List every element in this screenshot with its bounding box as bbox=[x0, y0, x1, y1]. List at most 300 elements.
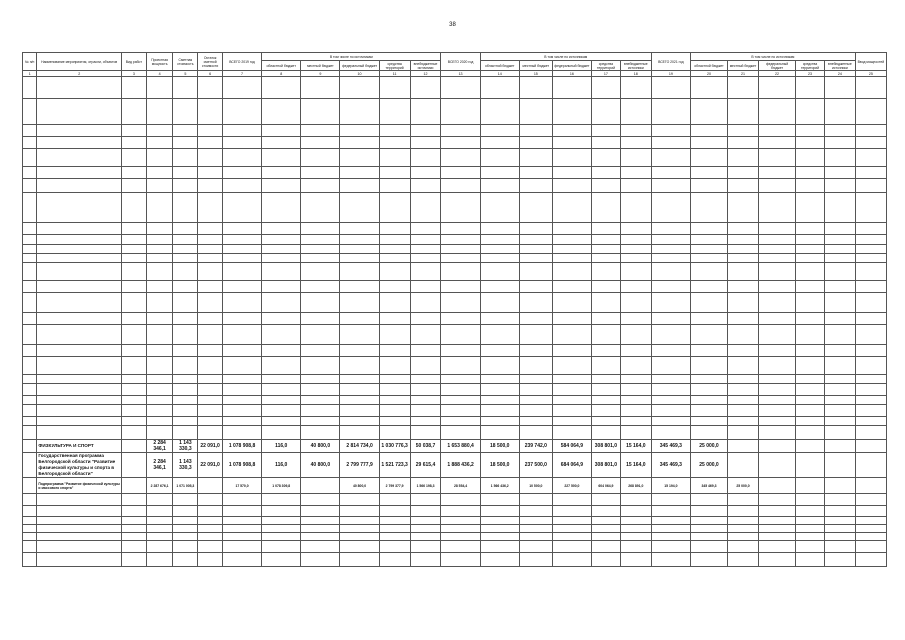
value-cell bbox=[480, 179, 519, 193]
value-cell bbox=[379, 167, 410, 179]
value-cell bbox=[620, 405, 651, 417]
value-cell bbox=[441, 417, 480, 426]
value-cell bbox=[262, 235, 301, 245]
value-cell bbox=[796, 357, 825, 375]
value-cell bbox=[262, 525, 301, 533]
value-cell bbox=[758, 235, 795, 245]
row-number-cell bbox=[23, 494, 37, 506]
row-name-cell bbox=[37, 125, 122, 137]
value-cell bbox=[552, 149, 591, 167]
src-federal-2019: федеральный бюджет bbox=[340, 61, 379, 71]
value-cell: 308 801,0 bbox=[591, 440, 620, 453]
table-row bbox=[23, 494, 887, 506]
value-cell bbox=[552, 345, 591, 357]
value-cell bbox=[758, 263, 795, 281]
value-cell bbox=[340, 313, 379, 325]
value-cell bbox=[796, 384, 825, 396]
value-cell bbox=[340, 345, 379, 357]
value-cell bbox=[222, 235, 261, 245]
value-cell bbox=[758, 167, 795, 179]
table-row bbox=[23, 99, 887, 125]
value-cell bbox=[552, 293, 591, 313]
value-cell bbox=[651, 77, 690, 99]
row-number-cell bbox=[23, 525, 37, 533]
value-cell bbox=[824, 77, 855, 99]
value-cell bbox=[855, 357, 886, 375]
value-cell bbox=[222, 313, 261, 325]
value-cell bbox=[222, 533, 261, 541]
table-row bbox=[23, 375, 887, 384]
value-cell bbox=[222, 494, 261, 506]
value-cell bbox=[262, 137, 301, 149]
row-name-cell bbox=[37, 553, 122, 567]
column-index-cell: 2 bbox=[37, 71, 122, 77]
value-cell bbox=[262, 77, 301, 99]
value-cell: 1 521 723,3 bbox=[379, 453, 410, 478]
value-cell bbox=[121, 417, 146, 426]
value-cell bbox=[651, 263, 690, 281]
value-cell bbox=[410, 313, 441, 325]
value-cell bbox=[855, 281, 886, 293]
column-index-cell: 11 bbox=[379, 71, 410, 77]
value-cell bbox=[301, 417, 340, 426]
value-cell bbox=[222, 506, 261, 517]
value-cell bbox=[410, 281, 441, 293]
value-cell bbox=[262, 541, 301, 553]
value-cell bbox=[121, 478, 146, 494]
table-row bbox=[23, 553, 887, 567]
value-cell: 10 500,0 bbox=[519, 478, 552, 494]
value-cell bbox=[690, 179, 727, 193]
value-cell bbox=[620, 533, 651, 541]
value-cell bbox=[519, 293, 552, 313]
value-cell bbox=[758, 426, 795, 440]
value-cell bbox=[824, 525, 855, 533]
value-cell bbox=[855, 325, 886, 345]
value-cell bbox=[340, 77, 379, 99]
value-cell bbox=[121, 506, 146, 517]
value-cell bbox=[379, 345, 410, 357]
value-cell bbox=[690, 281, 727, 293]
value-cell bbox=[121, 245, 146, 254]
row-name-cell bbox=[37, 517, 122, 525]
value-cell bbox=[728, 357, 759, 375]
value-cell bbox=[301, 517, 340, 525]
value-cell bbox=[758, 245, 795, 254]
value-cell bbox=[519, 179, 552, 193]
value-cell bbox=[591, 396, 620, 405]
table-row bbox=[23, 235, 887, 245]
value-cell bbox=[855, 553, 886, 567]
value-cell bbox=[222, 77, 261, 99]
value-cell bbox=[620, 553, 651, 567]
value-cell bbox=[480, 553, 519, 567]
value-cell bbox=[379, 506, 410, 517]
value-cell bbox=[146, 223, 173, 235]
value-cell bbox=[441, 426, 480, 440]
value-cell bbox=[758, 375, 795, 384]
value-cell bbox=[620, 254, 651, 263]
value-cell bbox=[824, 494, 855, 506]
value-cell bbox=[728, 245, 759, 254]
value-cell bbox=[758, 384, 795, 396]
value-cell bbox=[480, 405, 519, 417]
value-cell bbox=[552, 405, 591, 417]
value-cell bbox=[480, 325, 519, 345]
src-other-2021: внебюджетные источники bbox=[824, 61, 855, 71]
value-cell bbox=[519, 254, 552, 263]
value-cell bbox=[340, 245, 379, 254]
row-name-cell: ФИЗКУЛЬТУРА И СПОРТ bbox=[37, 440, 122, 453]
value-cell bbox=[146, 417, 173, 426]
value-cell bbox=[480, 245, 519, 254]
value-cell bbox=[222, 357, 261, 375]
value-cell bbox=[301, 478, 340, 494]
table-row bbox=[23, 325, 887, 345]
value-cell bbox=[728, 263, 759, 281]
value-cell bbox=[441, 254, 480, 263]
value-cell bbox=[480, 494, 519, 506]
value-cell bbox=[620, 223, 651, 235]
value-cell bbox=[480, 384, 519, 396]
value-cell bbox=[173, 149, 198, 167]
row-number-cell bbox=[23, 417, 37, 426]
value-cell bbox=[146, 281, 173, 293]
value-cell bbox=[198, 245, 223, 254]
row-name-cell bbox=[37, 357, 122, 375]
value-cell: 40 800,0 bbox=[301, 440, 340, 453]
table-row bbox=[23, 223, 887, 235]
value-cell: 18 500,0 bbox=[480, 440, 519, 453]
value-cell bbox=[620, 125, 651, 137]
value-cell bbox=[441, 375, 480, 384]
value-cell bbox=[591, 223, 620, 235]
value-cell bbox=[690, 125, 727, 137]
value-cell bbox=[173, 167, 198, 179]
column-index-cell: 19 bbox=[651, 71, 690, 77]
value-cell bbox=[480, 417, 519, 426]
col-commission-header: Ввод мощностей bbox=[855, 53, 886, 71]
value-cell bbox=[519, 396, 552, 405]
value-cell bbox=[824, 235, 855, 245]
value-cell bbox=[796, 417, 825, 426]
column-index-cell: 12 bbox=[410, 71, 441, 77]
value-cell bbox=[301, 263, 340, 281]
value-cell bbox=[146, 525, 173, 533]
value-cell bbox=[410, 357, 441, 375]
value-cell bbox=[690, 254, 727, 263]
value-cell bbox=[146, 254, 173, 263]
value-cell bbox=[591, 179, 620, 193]
table-row bbox=[23, 293, 887, 313]
value-cell bbox=[441, 541, 480, 553]
row-name-cell bbox=[37, 525, 122, 533]
value-cell bbox=[173, 375, 198, 384]
value-cell bbox=[121, 313, 146, 325]
value-cell bbox=[379, 384, 410, 396]
value-cell bbox=[340, 263, 379, 281]
value-cell bbox=[301, 149, 340, 167]
row-name-cell bbox=[37, 325, 122, 345]
value-cell bbox=[146, 553, 173, 567]
value-cell bbox=[651, 325, 690, 345]
row-number-cell bbox=[23, 478, 37, 494]
value-cell bbox=[198, 396, 223, 405]
value-cell bbox=[824, 553, 855, 567]
value-cell bbox=[121, 149, 146, 167]
value-cell bbox=[198, 293, 223, 313]
value-cell bbox=[620, 99, 651, 125]
value-cell bbox=[222, 426, 261, 440]
value-cell: 345 469,3 bbox=[651, 440, 690, 453]
value-cell bbox=[146, 494, 173, 506]
row-name-cell bbox=[37, 179, 122, 193]
value-cell bbox=[410, 263, 441, 281]
value-cell bbox=[824, 426, 855, 440]
row-number-cell bbox=[23, 357, 37, 375]
value-cell bbox=[591, 313, 620, 325]
value-cell bbox=[519, 357, 552, 375]
value-cell bbox=[690, 263, 727, 281]
value-cell bbox=[519, 506, 552, 517]
value-cell bbox=[728, 223, 759, 235]
value-cell bbox=[591, 235, 620, 245]
value-cell bbox=[379, 357, 410, 375]
value-cell: 22 091,0 bbox=[198, 440, 223, 453]
value-cell bbox=[728, 506, 759, 517]
row-number-cell bbox=[23, 517, 37, 525]
value-cell bbox=[758, 494, 795, 506]
row-number-cell bbox=[23, 313, 37, 325]
value-cell bbox=[146, 426, 173, 440]
column-index-cell: 18 bbox=[620, 71, 651, 77]
col-name-header: Наименование мероприятия, отрасли, объектов bbox=[37, 53, 122, 71]
value-cell bbox=[480, 254, 519, 263]
value-cell bbox=[410, 193, 441, 223]
value-cell bbox=[796, 167, 825, 179]
value-cell bbox=[301, 281, 340, 293]
value-cell bbox=[410, 99, 441, 125]
value-cell bbox=[620, 325, 651, 345]
value-cell bbox=[379, 525, 410, 533]
column-index-cell: 20 bbox=[690, 71, 727, 77]
table-body bbox=[23, 77, 887, 567]
value-cell bbox=[262, 245, 301, 254]
value-cell bbox=[173, 179, 198, 193]
value-cell bbox=[796, 313, 825, 325]
value-cell: 1 078 309,8 bbox=[262, 478, 301, 494]
row-name-cell bbox=[37, 506, 122, 517]
value-cell bbox=[728, 517, 759, 525]
value-cell bbox=[796, 193, 825, 223]
src-other-2020: внебюджетные источники bbox=[620, 61, 651, 71]
value-cell bbox=[146, 137, 173, 149]
value-cell bbox=[301, 405, 340, 417]
value-cell bbox=[824, 293, 855, 313]
value-cell bbox=[121, 525, 146, 533]
value-cell bbox=[796, 223, 825, 235]
value-cell: 604 064,9 bbox=[591, 478, 620, 494]
value-cell bbox=[620, 525, 651, 533]
value-cell bbox=[824, 179, 855, 193]
value-cell bbox=[121, 494, 146, 506]
value-cell bbox=[824, 125, 855, 137]
value-cell bbox=[222, 384, 261, 396]
value-cell bbox=[796, 396, 825, 405]
row-name-cell bbox=[37, 494, 122, 506]
value-cell bbox=[340, 417, 379, 426]
value-cell bbox=[410, 345, 441, 357]
table-row bbox=[23, 357, 887, 375]
value-cell bbox=[146, 235, 173, 245]
value-cell bbox=[796, 525, 825, 533]
row-name-cell bbox=[37, 375, 122, 384]
value-cell bbox=[222, 325, 261, 345]
value-cell bbox=[340, 99, 379, 125]
src-regional-2021: областной бюджет bbox=[690, 61, 727, 71]
value-cell bbox=[262, 313, 301, 325]
value-cell bbox=[728, 137, 759, 149]
value-cell bbox=[121, 167, 146, 179]
value-cell bbox=[301, 533, 340, 541]
value-cell bbox=[173, 396, 198, 405]
value-cell bbox=[855, 235, 886, 245]
value-cell bbox=[173, 223, 198, 235]
value-cell bbox=[146, 357, 173, 375]
src-territory-2021: средства территорий bbox=[796, 61, 825, 71]
value-cell bbox=[855, 426, 886, 440]
value-cell bbox=[340, 426, 379, 440]
value-cell bbox=[262, 223, 301, 235]
value-cell bbox=[552, 245, 591, 254]
value-cell bbox=[796, 137, 825, 149]
value-cell bbox=[379, 517, 410, 525]
value-cell bbox=[262, 417, 301, 426]
value-cell bbox=[379, 533, 410, 541]
value-cell bbox=[146, 263, 173, 281]
value-cell: 345 469,3 bbox=[690, 478, 727, 494]
value-cell: 28 554,4 bbox=[441, 478, 480, 494]
value-cell bbox=[552, 417, 591, 426]
value-cell bbox=[855, 494, 886, 506]
value-cell bbox=[758, 440, 795, 453]
value-cell bbox=[198, 553, 223, 567]
value-cell bbox=[262, 325, 301, 345]
src-local-2021: местный бюджет bbox=[728, 61, 759, 71]
value-cell bbox=[301, 553, 340, 567]
value-cell bbox=[173, 533, 198, 541]
value-cell bbox=[728, 384, 759, 396]
value-cell bbox=[620, 167, 651, 179]
value-cell bbox=[728, 125, 759, 137]
value-cell bbox=[855, 179, 886, 193]
value-cell bbox=[222, 167, 261, 179]
value-cell bbox=[552, 533, 591, 541]
value-cell bbox=[728, 149, 759, 167]
value-cell bbox=[121, 281, 146, 293]
value-cell bbox=[552, 325, 591, 345]
value-cell bbox=[198, 77, 223, 99]
value-cell bbox=[301, 254, 340, 263]
value-cell bbox=[480, 541, 519, 553]
value-cell bbox=[173, 426, 198, 440]
src-other-2019: внебюджетные источники bbox=[410, 61, 441, 71]
value-cell bbox=[552, 193, 591, 223]
value-cell bbox=[222, 553, 261, 567]
value-cell bbox=[441, 99, 480, 125]
value-cell: 25 000,0 bbox=[728, 478, 759, 494]
value-cell bbox=[651, 506, 690, 517]
value-cell bbox=[410, 517, 441, 525]
column-index-cell: 3 bbox=[121, 71, 146, 77]
value-cell bbox=[262, 396, 301, 405]
row-number-cell bbox=[23, 137, 37, 149]
row-name-cell bbox=[37, 167, 122, 179]
value-cell bbox=[340, 506, 379, 517]
value-cell: 1 653 880,4 bbox=[441, 440, 480, 453]
value-cell bbox=[796, 245, 825, 254]
value-cell bbox=[758, 525, 795, 533]
value-cell bbox=[340, 517, 379, 525]
value-cell bbox=[620, 179, 651, 193]
value-cell bbox=[480, 525, 519, 533]
group-2021-header: В том числе по источникам bbox=[690, 53, 855, 61]
total-2020-header: ВСЕГО 2020 год bbox=[441, 53, 480, 71]
value-cell: 116,0 bbox=[262, 453, 301, 478]
value-cell bbox=[379, 235, 410, 245]
value-cell bbox=[198, 99, 223, 125]
value-cell bbox=[758, 313, 795, 325]
value-cell: 2 287 676,1 bbox=[146, 478, 173, 494]
value-cell bbox=[173, 193, 198, 223]
value-cell bbox=[690, 375, 727, 384]
value-cell bbox=[758, 453, 795, 478]
value-cell bbox=[146, 375, 173, 384]
value-cell: 17 570,0 bbox=[222, 478, 261, 494]
value-cell: 584 064,9 bbox=[552, 440, 591, 453]
value-cell bbox=[340, 193, 379, 223]
value-cell bbox=[552, 167, 591, 179]
value-cell bbox=[146, 506, 173, 517]
row-name-cell bbox=[37, 384, 122, 396]
value-cell bbox=[198, 263, 223, 281]
column-index-cell: 15 bbox=[519, 71, 552, 77]
value-cell bbox=[620, 313, 651, 325]
value-cell bbox=[301, 345, 340, 357]
value-cell bbox=[651, 193, 690, 223]
value-cell bbox=[379, 293, 410, 313]
value-cell bbox=[222, 417, 261, 426]
value-cell bbox=[552, 396, 591, 405]
value-cell bbox=[198, 193, 223, 223]
value-cell bbox=[121, 325, 146, 345]
value-cell bbox=[146, 541, 173, 553]
value-cell bbox=[690, 506, 727, 517]
value-cell bbox=[651, 541, 690, 553]
value-cell bbox=[728, 533, 759, 541]
group-2019-header: В том числе по источникам bbox=[262, 53, 441, 61]
value-cell bbox=[690, 313, 727, 325]
row-name-cell bbox=[37, 77, 122, 99]
column-index-cell: 14 bbox=[480, 71, 519, 77]
value-cell bbox=[173, 263, 198, 281]
value-cell bbox=[262, 384, 301, 396]
value-cell bbox=[379, 137, 410, 149]
table-row bbox=[23, 396, 887, 405]
value-cell bbox=[591, 245, 620, 254]
value-cell bbox=[796, 440, 825, 453]
value-cell bbox=[824, 193, 855, 223]
